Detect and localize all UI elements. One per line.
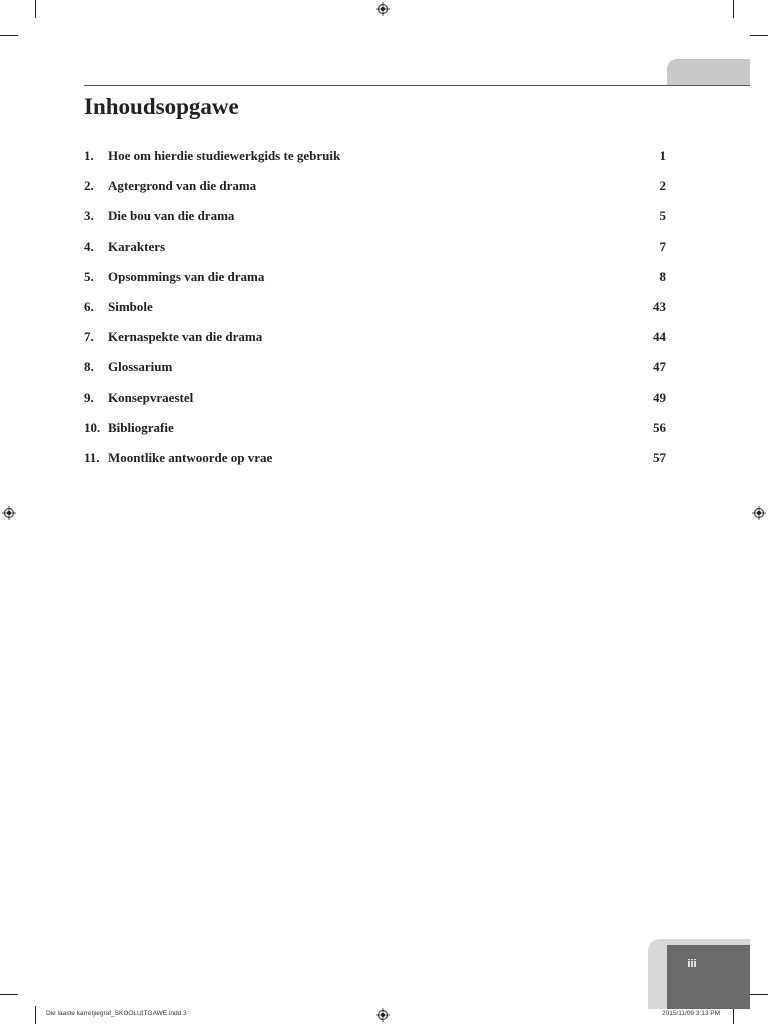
toc-page: 5: [659, 208, 666, 224]
slug-datetime: 2015/11/09 3:13 PM: [662, 1010, 721, 1017]
toc-number: 1.: [84, 148, 94, 163]
toc-page: 49: [653, 389, 666, 405]
toc-entry: [84, 239, 666, 269]
header-tab: [667, 59, 750, 85]
toc-number: 8.: [84, 359, 94, 375]
toc-number: 5.: [84, 268, 94, 284]
crop-mark-top-right-h: [750, 35, 768, 36]
toc-entry: [84, 208, 666, 238]
toc-title: Kernaspekte van die drama: [108, 329, 263, 345]
toc-entry: [84, 359, 666, 389]
toc-entry: [84, 269, 666, 299]
toc-page: 56: [653, 419, 666, 435]
page-tab: [667, 945, 750, 1009]
toc-page: 7: [659, 238, 666, 254]
toc-entry: [84, 178, 666, 208]
crop-mark-bottom-left: [35, 1006, 36, 1024]
toc-page: 47: [653, 359, 666, 375]
toc-title: Karakters: [108, 238, 166, 254]
toc-title: Moontlike antwoorde op vrae: [108, 449, 273, 465]
toc-title: Die bou van die drama: [108, 208, 235, 224]
crop-mark-top-left-h: [0, 35, 18, 36]
crop-mark-bottom-right-h: [750, 994, 768, 995]
registration-mark-right-icon: [752, 506, 766, 520]
toc-number: 4.: [84, 238, 94, 254]
toc-title: Hoe om hierdie studiewerkgids te gebruik: [108, 148, 341, 163]
toc-title: Bibliografie: [108, 419, 174, 435]
slug-file-name: Die laaste karretjiegraf_SKOOLUITGAWE.indd 3: [46, 1010, 187, 1017]
registration-mark-bottom-icon: [376, 1008, 390, 1022]
toc-number: 6.: [84, 298, 94, 314]
page-number: iii: [687, 958, 697, 970]
toc-entry: [84, 420, 666, 450]
toc-number: 2.: [84, 178, 94, 194]
toc-entry: [84, 450, 666, 480]
toc-entry: [84, 329, 666, 359]
toc-entry: [84, 390, 666, 420]
toc-number: 7.: [84, 329, 94, 345]
crop-mark-top-left: [35, 0, 36, 18]
registration-mark-left-icon: [2, 506, 16, 520]
toc-entry: [84, 148, 666, 178]
toc-title: Konsepvraestel: [108, 389, 194, 405]
toc-page: 43: [653, 298, 666, 314]
toc-page: 44: [653, 329, 666, 345]
registration-mark-top-icon: [376, 2, 390, 16]
table-of-contents: [84, 148, 666, 480]
crop-mark-bottom-left-h: [0, 994, 18, 995]
toc-title: Simbole: [108, 298, 153, 314]
toc-page: 2: [659, 178, 666, 194]
toc-number: 3.: [84, 208, 94, 224]
header-rule: [84, 85, 750, 86]
toc-title: Opsommings van die drama: [108, 268, 265, 284]
toc-number: 11.: [84, 449, 100, 465]
toc-title: Glossarium: [108, 359, 173, 375]
toc-page: 8: [659, 268, 666, 284]
toc-entry: [84, 299, 666, 329]
crop-mark-top-right: [733, 0, 734, 18]
toc-title: Agtergrond van die drama: [108, 178, 257, 194]
toc-page: 1: [659, 148, 666, 163]
toc-number: 9.: [84, 389, 94, 405]
toc-number: 10.: [84, 419, 101, 435]
toc-page: 57: [653, 449, 666, 465]
page-title: Inhoudsopgawe: [84, 94, 239, 119]
